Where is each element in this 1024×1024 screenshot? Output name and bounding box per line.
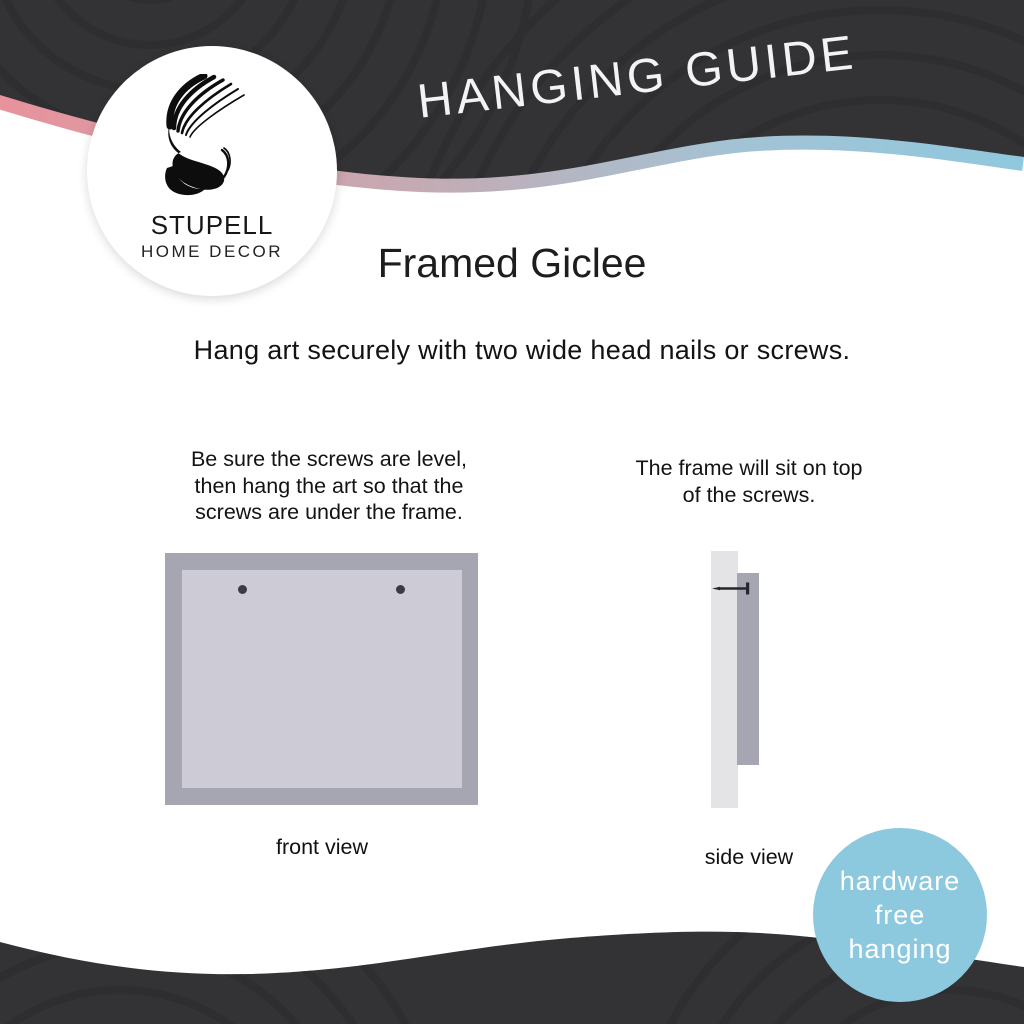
front-view-frame-diagram [165, 553, 478, 805]
brand-logo-circle [87, 46, 337, 296]
side-view-label: side view [704, 845, 794, 869]
front-view-caption [139, 446, 519, 526]
hardware-free-badge [813, 828, 987, 1002]
intro-text: Hang art securely with two wide head nails or screws. [193, 335, 851, 365]
screw-dot-icon [396, 585, 405, 594]
badge-line: free [874, 900, 926, 930]
side-view-caption [599, 455, 899, 508]
page-title: HANGING GUIDE [414, 26, 860, 129]
front-view-label: front view [275, 835, 368, 859]
caption-line: then hang the art so that the [194, 473, 464, 498]
badge-line: hardware [839, 866, 961, 896]
brand-tagline: HOME DECOR [140, 242, 284, 261]
product-type-title: Framed Giclee [377, 240, 647, 286]
brand-name: STUPELL [150, 210, 274, 240]
caption-line: Be sure the screws are level, [190, 447, 468, 471]
screw-dot-icon [238, 585, 247, 594]
badge-line: hanging [848, 934, 952, 964]
stupell-s-swoosh-icon [160, 74, 260, 196]
caption-line: of the screws. [682, 482, 816, 507]
caption-line: screws are under the frame. [195, 500, 463, 524]
front-view-art-area [182, 570, 462, 788]
side-view-frame-diagram [737, 573, 759, 765]
nail-icon [708, 580, 754, 597]
caption-line: The frame will sit on top [635, 456, 863, 480]
